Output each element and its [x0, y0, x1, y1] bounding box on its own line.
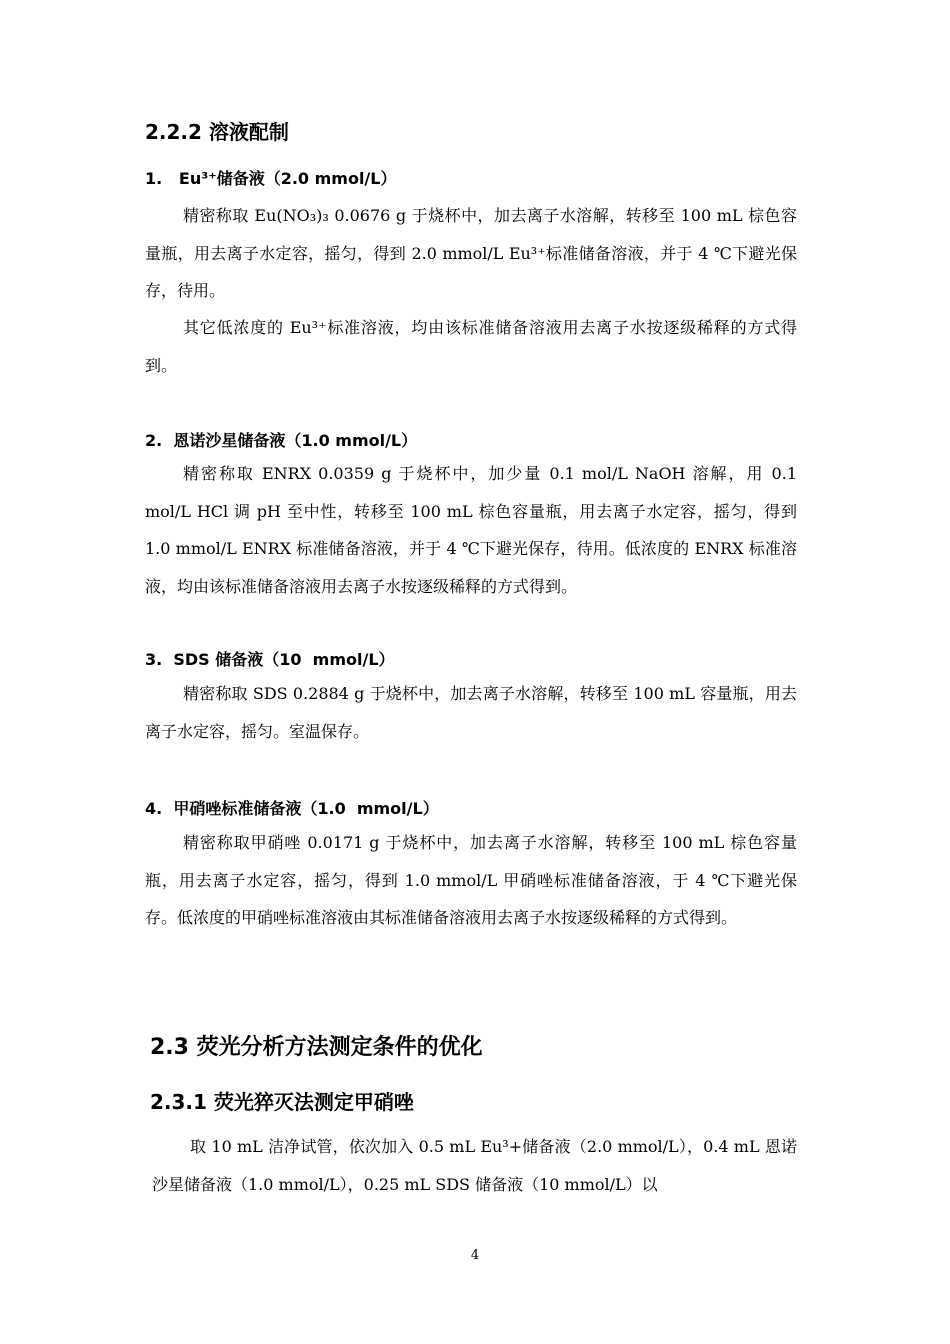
section-2-3-1-paragraph: 取 10 mL 洁净试管，依次加入 0.5 mL Eu³+储备液（2.0 mmol/L），0.4 mL 恩诺沙星储备液（1.0 mmol/L），0.25 mL SDS 储备液（10 mmol/L）以: [152, 1137, 797, 1194]
item-2-paragraph-1: 精密称取 ENRX 0.0359 g 于烧杯中，加少量 0.1 mol/L NaOH 溶解，用 0.1 mol/L HCl 调 pH 至中性，转移至 100 mL 棕色容量瓶，用去离子水定容，摇匀，得到 1.0 mmol/L ENRX 标准储备溶液，并于 4 ℃下避光保存，待用。低浓度的 ENRX 标准溶液，均由该标准储备溶液用去离子水按逐级稀释的方式得到。: [145, 464, 797, 596]
item-1-heading: 1. Eu³⁺储备液（2.0 mmol/L）: [145, 169, 397, 188]
item-1-paragraph-2: 其它低浓度的 Eu³⁺标准溶液，均由该标准储备溶液用去离子水按逐级稀释的方式得到。: [145, 318, 797, 375]
item-3-heading: 3. SDS 储备液（10 mmol/L）: [145, 650, 395, 669]
section-heading-2-3: 2.3 荧光分析方法测定条件的优化: [150, 1035, 483, 1060]
section-heading-2-2-2: 2.2.2 溶液配制: [145, 120, 289, 144]
item-4-heading: 4. 甲硝唑标准储备液（1.0 mmol/L）: [145, 799, 439, 818]
item-1-paragraph-1: 精密称取 Eu(NO₃)₃ 0.0676 g 于烧杯中，加去离子水溶解，转移至 100 mL 棕色容量瓶，用去离子水定容，摇匀，得到 2.0 mmol/L Eu³⁺标准储备溶液，并于 4 ℃下避光保存，待用。: [145, 206, 797, 300]
section-heading-2-3-1: 2.3.1 荧光猝灭法测定甲硝唑: [150, 1090, 414, 1114]
page-number: 4: [470, 1248, 480, 1263]
item-3-paragraph-1: 精密称取 SDS 0.2884 g 于烧杯中，加去离子水溶解，转移至 100 mL 容量瓶，用去离子水定容，摇匀。室温保存。: [145, 684, 797, 741]
item-2-heading: 2. 恩诺沙星储备液（1.0 mmol/L）: [145, 431, 418, 450]
item-4-paragraph-1: 精密称取甲硝唑 0.0171 g 于烧杯中，加去离子水溶解，转移至 100 mL 棕色容量瓶，用去离子水定容，摇匀，得到 1.0 mmol/L 甲硝唑标准储备溶液，于 4 ℃下避光保存。低浓度的甲硝唑标准溶液由其标准储备溶液用去离子水按逐级稀释的方式得到。: [145, 833, 797, 927]
